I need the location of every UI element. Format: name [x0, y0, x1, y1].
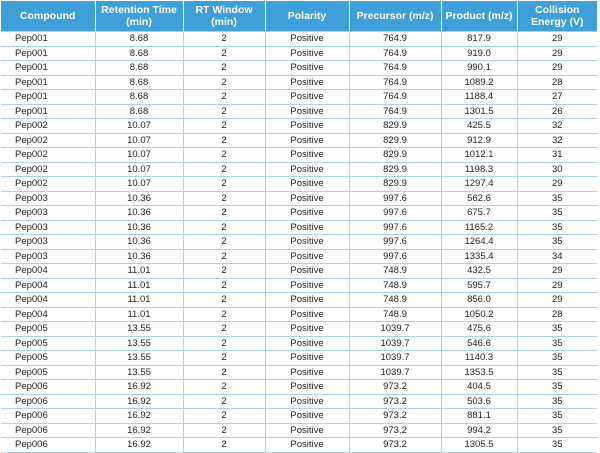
retention-time-cell: 8.68: [95, 32, 183, 47]
table-row: [1, 220, 597, 235]
polarity-cell: Positive: [265, 162, 349, 177]
product-cell: 1264.4: [441, 235, 517, 250]
collision-energy-cell: 35: [517, 191, 597, 206]
compound-cell: Pep006: [1, 423, 95, 438]
collision-energy-cell: 29: [517, 177, 597, 192]
collision-energy-cell: 29: [517, 61, 597, 76]
rt-window-cell: 2: [183, 336, 265, 351]
precursor-cell: 997.6: [349, 220, 441, 235]
product-cell: 1301.5: [441, 104, 517, 119]
table-row: [1, 394, 597, 409]
collision-energy-cell: 35: [517, 351, 597, 366]
collision-energy-cell: 29: [517, 264, 597, 279]
compound-cell: Pep001: [1, 104, 95, 119]
table-row: [1, 32, 597, 47]
precursor-cell: 997.6: [349, 235, 441, 250]
table-row: [1, 307, 597, 322]
polarity-cell: Positive: [265, 46, 349, 61]
rt-window-cell: 2: [183, 61, 265, 76]
compound-cell: Pep006: [1, 394, 95, 409]
retention-time-cell: 16.92: [95, 380, 183, 395]
product-cell: 475.6: [441, 322, 517, 337]
product-cell: 546.6: [441, 336, 517, 351]
table-row: [1, 235, 597, 250]
polarity-cell: Positive: [265, 177, 349, 192]
retention-time-cell: 8.68: [95, 46, 183, 61]
compound-cell: Pep003: [1, 220, 95, 235]
retention-time-cell: 8.68: [95, 90, 183, 105]
compound-cell: Pep002: [1, 177, 95, 192]
rt-window-cell: 2: [183, 307, 265, 322]
table-row: [1, 423, 597, 438]
collision-energy-cell: 35: [517, 322, 597, 337]
collision-energy-cell: 35: [517, 423, 597, 438]
rt-window-cell: 2: [183, 365, 265, 380]
product-cell: 1089.2: [441, 75, 517, 90]
table-row: [1, 148, 597, 163]
header-compound: Compound: [1, 1, 95, 32]
retention-time-cell: 10.36: [95, 220, 183, 235]
precursor-cell: 764.9: [349, 61, 441, 76]
retention-time-cell: 13.55: [95, 365, 183, 380]
precursor-cell: 973.2: [349, 438, 441, 453]
collision-energy-cell: 31: [517, 148, 597, 163]
retention-time-cell: 10.36: [95, 249, 183, 264]
product-cell: 912.9: [441, 133, 517, 148]
rt-window-cell: 2: [183, 90, 265, 105]
rt-window-cell: 2: [183, 133, 265, 148]
polarity-cell: Positive: [265, 293, 349, 308]
product-cell: 990.1: [441, 61, 517, 76]
precursor-cell: 1039.7: [349, 365, 441, 380]
polarity-cell: Positive: [265, 351, 349, 366]
compound-cell: Pep004: [1, 307, 95, 322]
compound-cell: Pep004: [1, 264, 95, 279]
compound-cell: Pep001: [1, 61, 95, 76]
rt-window-cell: 2: [183, 191, 265, 206]
transition-table: [1, 1, 597, 453]
retention-time-cell: 10.07: [95, 177, 183, 192]
table-row: [1, 249, 597, 264]
precursor-cell: 997.6: [349, 249, 441, 264]
retention-time-cell: 8.68: [95, 61, 183, 76]
polarity-cell: Positive: [265, 206, 349, 221]
collision-energy-cell: 35: [517, 336, 597, 351]
header-polarity: Polarity: [265, 1, 349, 32]
retention-time-cell: 10.07: [95, 119, 183, 134]
compound-cell: Pep005: [1, 365, 95, 380]
polarity-cell: Positive: [265, 133, 349, 148]
compound-cell: Pep002: [1, 148, 95, 163]
rt-window-cell: 2: [183, 235, 265, 250]
product-cell: 1335.4: [441, 249, 517, 264]
rt-window-cell: 2: [183, 380, 265, 395]
table-row: [1, 336, 597, 351]
table-header-row: [1, 1, 597, 32]
compound-cell: Pep003: [1, 191, 95, 206]
precursor-cell: 997.6: [349, 206, 441, 221]
product-cell: 1165.2: [441, 220, 517, 235]
product-cell: 1188.4: [441, 90, 517, 105]
table-row: [1, 75, 597, 90]
retention-time-cell: 10.07: [95, 162, 183, 177]
compound-cell: Pep001: [1, 32, 95, 47]
compound-cell: Pep002: [1, 133, 95, 148]
retention-time-cell: 13.55: [95, 351, 183, 366]
precursor-cell: 829.9: [349, 177, 441, 192]
table-row: [1, 90, 597, 105]
collision-energy-cell: 27: [517, 90, 597, 105]
rt-window-cell: 2: [183, 293, 265, 308]
compound-cell: Pep005: [1, 351, 95, 366]
precursor-cell: 973.2: [349, 380, 441, 395]
retention-time-cell: 16.92: [95, 423, 183, 438]
rt-window-cell: 2: [183, 177, 265, 192]
polarity-cell: Positive: [265, 307, 349, 322]
retention-time-cell: 11.01: [95, 264, 183, 279]
table-row: [1, 293, 597, 308]
product-cell: 1012.1: [441, 148, 517, 163]
retention-time-cell: 11.01: [95, 307, 183, 322]
rt-window-cell: 2: [183, 278, 265, 293]
table-body: [1, 32, 597, 453]
precursor-cell: 973.2: [349, 423, 441, 438]
product-cell: 817.9: [441, 32, 517, 47]
product-cell: 1198.3: [441, 162, 517, 177]
polarity-cell: Positive: [265, 104, 349, 119]
collision-energy-cell: 34: [517, 249, 597, 264]
precursor-cell: 829.9: [349, 162, 441, 177]
compound-cell: Pep001: [1, 46, 95, 61]
retention-time-cell: 10.07: [95, 148, 183, 163]
table-row: [1, 380, 597, 395]
product-cell: 881.1: [441, 409, 517, 424]
retention-time-cell: 16.92: [95, 394, 183, 409]
table-row: [1, 46, 597, 61]
product-cell: 1353.5: [441, 365, 517, 380]
precursor-cell: 829.9: [349, 133, 441, 148]
polarity-cell: Positive: [265, 322, 349, 337]
compound-cell: Pep006: [1, 438, 95, 453]
precursor-cell: 748.9: [349, 264, 441, 279]
retention-time-cell: 8.68: [95, 104, 183, 119]
polarity-cell: Positive: [265, 409, 349, 424]
rt-window-cell: 2: [183, 394, 265, 409]
product-cell: 562.6: [441, 191, 517, 206]
precursor-cell: 997.6: [349, 191, 441, 206]
compound-cell: Pep002: [1, 119, 95, 134]
product-cell: 1297.4: [441, 177, 517, 192]
table-row: [1, 104, 597, 119]
table-row: [1, 191, 597, 206]
table-row: [1, 61, 597, 76]
table-row: [1, 177, 597, 192]
collision-energy-cell: 29: [517, 32, 597, 47]
rt-window-cell: 2: [183, 206, 265, 221]
rt-window-cell: 2: [183, 438, 265, 453]
polarity-cell: Positive: [265, 61, 349, 76]
precursor-cell: 1039.7: [349, 351, 441, 366]
compound-cell: Pep001: [1, 75, 95, 90]
polarity-cell: Positive: [265, 336, 349, 351]
table-row: [1, 162, 597, 177]
rt-window-cell: 2: [183, 119, 265, 134]
table-row: [1, 409, 597, 424]
table-row: [1, 119, 597, 134]
precursor-cell: 748.9: [349, 293, 441, 308]
rt-window-cell: 2: [183, 409, 265, 424]
transition-table-container: [1, 1, 597, 453]
compound-cell: Pep006: [1, 380, 95, 395]
collision-energy-cell: 28: [517, 307, 597, 322]
compound-cell: Pep005: [1, 336, 95, 351]
precursor-cell: 748.9: [349, 278, 441, 293]
precursor-cell: 764.9: [349, 104, 441, 119]
polarity-cell: Positive: [265, 119, 349, 134]
rt-window-cell: 2: [183, 104, 265, 119]
polarity-cell: Positive: [265, 394, 349, 409]
collision-energy-cell: 30: [517, 162, 597, 177]
product-cell: 856.0: [441, 293, 517, 308]
rt-window-cell: 2: [183, 148, 265, 163]
rt-window-cell: 2: [183, 46, 265, 61]
retention-time-cell: 13.55: [95, 336, 183, 351]
polarity-cell: Positive: [265, 423, 349, 438]
collision-energy-cell: 29: [517, 293, 597, 308]
compound-cell: Pep005: [1, 322, 95, 337]
compound-cell: Pep003: [1, 206, 95, 221]
compound-cell: Pep001: [1, 90, 95, 105]
polarity-cell: Positive: [265, 249, 349, 264]
rt-window-cell: 2: [183, 220, 265, 235]
rt-window-cell: 2: [183, 249, 265, 264]
table-row: [1, 206, 597, 221]
table-row: [1, 322, 597, 337]
table-row: [1, 365, 597, 380]
product-cell: 595.7: [441, 278, 517, 293]
collision-energy-cell: 32: [517, 133, 597, 148]
product-cell: 1305.5: [441, 438, 517, 453]
table-row: [1, 278, 597, 293]
polarity-cell: Positive: [265, 264, 349, 279]
retention-time-cell: 10.36: [95, 235, 183, 250]
compound-cell: Pep006: [1, 409, 95, 424]
product-cell: 675.7: [441, 206, 517, 221]
retention-time-cell: 10.07: [95, 133, 183, 148]
rt-window-cell: 2: [183, 75, 265, 90]
precursor-cell: 829.9: [349, 119, 441, 134]
collision-energy-cell: 35: [517, 206, 597, 221]
compound-cell: Pep004: [1, 278, 95, 293]
collision-energy-cell: 35: [517, 409, 597, 424]
product-cell: 919.0: [441, 46, 517, 61]
rt-window-cell: 2: [183, 162, 265, 177]
product-cell: 1050.2: [441, 307, 517, 322]
collision-energy-cell: 35: [517, 365, 597, 380]
polarity-cell: Positive: [265, 380, 349, 395]
retention-time-cell: 16.92: [95, 438, 183, 453]
collision-energy-cell: 35: [517, 235, 597, 250]
table-row: [1, 264, 597, 279]
product-cell: 425.5: [441, 119, 517, 134]
polarity-cell: Positive: [265, 191, 349, 206]
table-row: [1, 133, 597, 148]
collision-energy-cell: 26: [517, 104, 597, 119]
precursor-cell: 748.9: [349, 307, 441, 322]
precursor-cell: 1039.7: [349, 322, 441, 337]
retention-time-cell: 11.01: [95, 278, 183, 293]
precursor-cell: 829.9: [349, 148, 441, 163]
polarity-cell: Positive: [265, 32, 349, 47]
collision-energy-cell: 29: [517, 46, 597, 61]
precursor-cell: 973.2: [349, 394, 441, 409]
retention-time-cell: 16.92: [95, 409, 183, 424]
polarity-cell: Positive: [265, 235, 349, 250]
collision-energy-cell: 35: [517, 394, 597, 409]
precursor-cell: 764.9: [349, 32, 441, 47]
precursor-cell: 764.9: [349, 75, 441, 90]
retention-time-cell: 10.36: [95, 206, 183, 221]
collision-energy-cell: 35: [517, 438, 597, 453]
header-rt-window: RT Window (min): [183, 1, 265, 32]
rt-window-cell: 2: [183, 264, 265, 279]
polarity-cell: Positive: [265, 148, 349, 163]
table-row: [1, 438, 597, 453]
product-cell: 994.2: [441, 423, 517, 438]
retention-time-cell: 13.55: [95, 322, 183, 337]
compound-cell: Pep003: [1, 249, 95, 264]
compound-cell: Pep002: [1, 162, 95, 177]
polarity-cell: Positive: [265, 75, 349, 90]
polarity-cell: Positive: [265, 438, 349, 453]
rt-window-cell: 2: [183, 351, 265, 366]
polarity-cell: Positive: [265, 90, 349, 105]
rt-window-cell: 2: [183, 32, 265, 47]
rt-window-cell: 2: [183, 423, 265, 438]
polarity-cell: Positive: [265, 278, 349, 293]
precursor-cell: 764.9: [349, 90, 441, 105]
precursor-cell: 764.9: [349, 46, 441, 61]
precursor-cell: 973.2: [349, 409, 441, 424]
product-cell: 404.5: [441, 380, 517, 395]
collision-energy-cell: 35: [517, 220, 597, 235]
precursor-cell: 1039.7: [349, 336, 441, 351]
collision-energy-cell: 32: [517, 119, 597, 134]
collision-energy-cell: 28: [517, 75, 597, 90]
product-cell: 503.6: [441, 394, 517, 409]
compound-cell: Pep003: [1, 235, 95, 250]
table-row: [1, 351, 597, 366]
product-cell: 1140.3: [441, 351, 517, 366]
collision-energy-cell: 35: [517, 380, 597, 395]
header-collision-energy: Collision Energy (V): [517, 1, 597, 32]
polarity-cell: Positive: [265, 365, 349, 380]
retention-time-cell: 10.36: [95, 191, 183, 206]
retention-time-cell: 11.01: [95, 293, 183, 308]
retention-time-cell: 8.68: [95, 75, 183, 90]
product-cell: 432.5: [441, 264, 517, 279]
header-precursor: Precursor (m/z): [349, 1, 441, 32]
polarity-cell: Positive: [265, 220, 349, 235]
header-product: Product (m/z): [441, 1, 517, 32]
compound-cell: Pep004: [1, 293, 95, 308]
header-retention-time: Retention Time (min): [95, 1, 183, 32]
collision-energy-cell: 29: [517, 278, 597, 293]
rt-window-cell: 2: [183, 322, 265, 337]
